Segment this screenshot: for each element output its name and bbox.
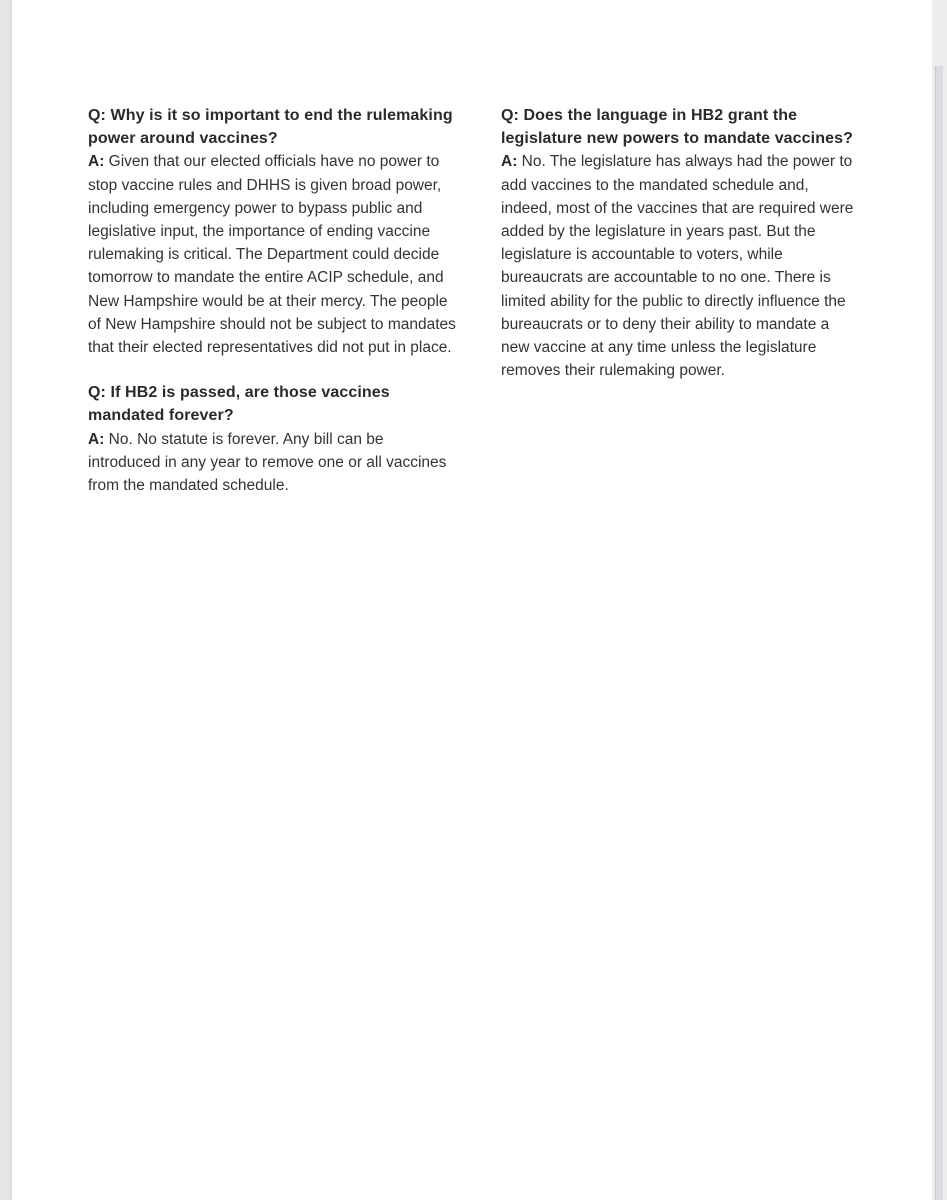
answer-label: A: (88, 153, 105, 171)
answer-text (88, 428, 456, 498)
qa-block-forever (88, 381, 456, 497)
question-heading: Q: Why is it so important to end the rulemaking power around vaccines? (88, 107, 453, 148)
qa-block-rulemaking (88, 104, 456, 359)
viewer-left-margin (0, 0, 12, 1200)
question-heading: Q: If HB2 is passed, are those vaccines mandated forever? (88, 384, 390, 425)
question-heading: Q: Does the language in HB2 grant the legislature new powers to mandate vaccines? (501, 107, 853, 148)
answer-body: Given that our elected officials have no power to stop vaccine rules and DHHS is given broad power, including emergency power to bypass public and legislative input, the importance of ending vaccine rulemaking is critical. The Department could decide tomorrow to mandate the entire ACIP schedule, and New Hampshire would be at their mercy. The people of New Hampshire should not be subject to mandates that their elected representatives did not put in place. (88, 153, 456, 357)
left-column (88, 104, 456, 519)
answer-text (501, 150, 861, 382)
answer-body: No. No statute is forever. Any bill can be introduced in any year to remove one or all vaccines from the mandated schedule. (88, 430, 447, 495)
answer-text (88, 150, 456, 359)
scrollbar-thumb[interactable] (935, 66, 943, 1200)
answer-label: A: (88, 430, 105, 448)
qa-block-new-powers (501, 104, 861, 382)
answer-body: No. The legislature has always had the power to add vaccines to the mandated schedule and, indeed, most of the vaccines that are required were added by the legislature in years past. But the legislature is accountable to voters, while bureaucrats are accountable to no one. There is limited ability for the public to directly influence the bureaucrats or to deny their ability to mandate a new vaccine at any time unless the legislature removes their rulemaking power. (501, 153, 854, 380)
answer-label: A: (501, 153, 518, 171)
right-column (501, 104, 861, 404)
